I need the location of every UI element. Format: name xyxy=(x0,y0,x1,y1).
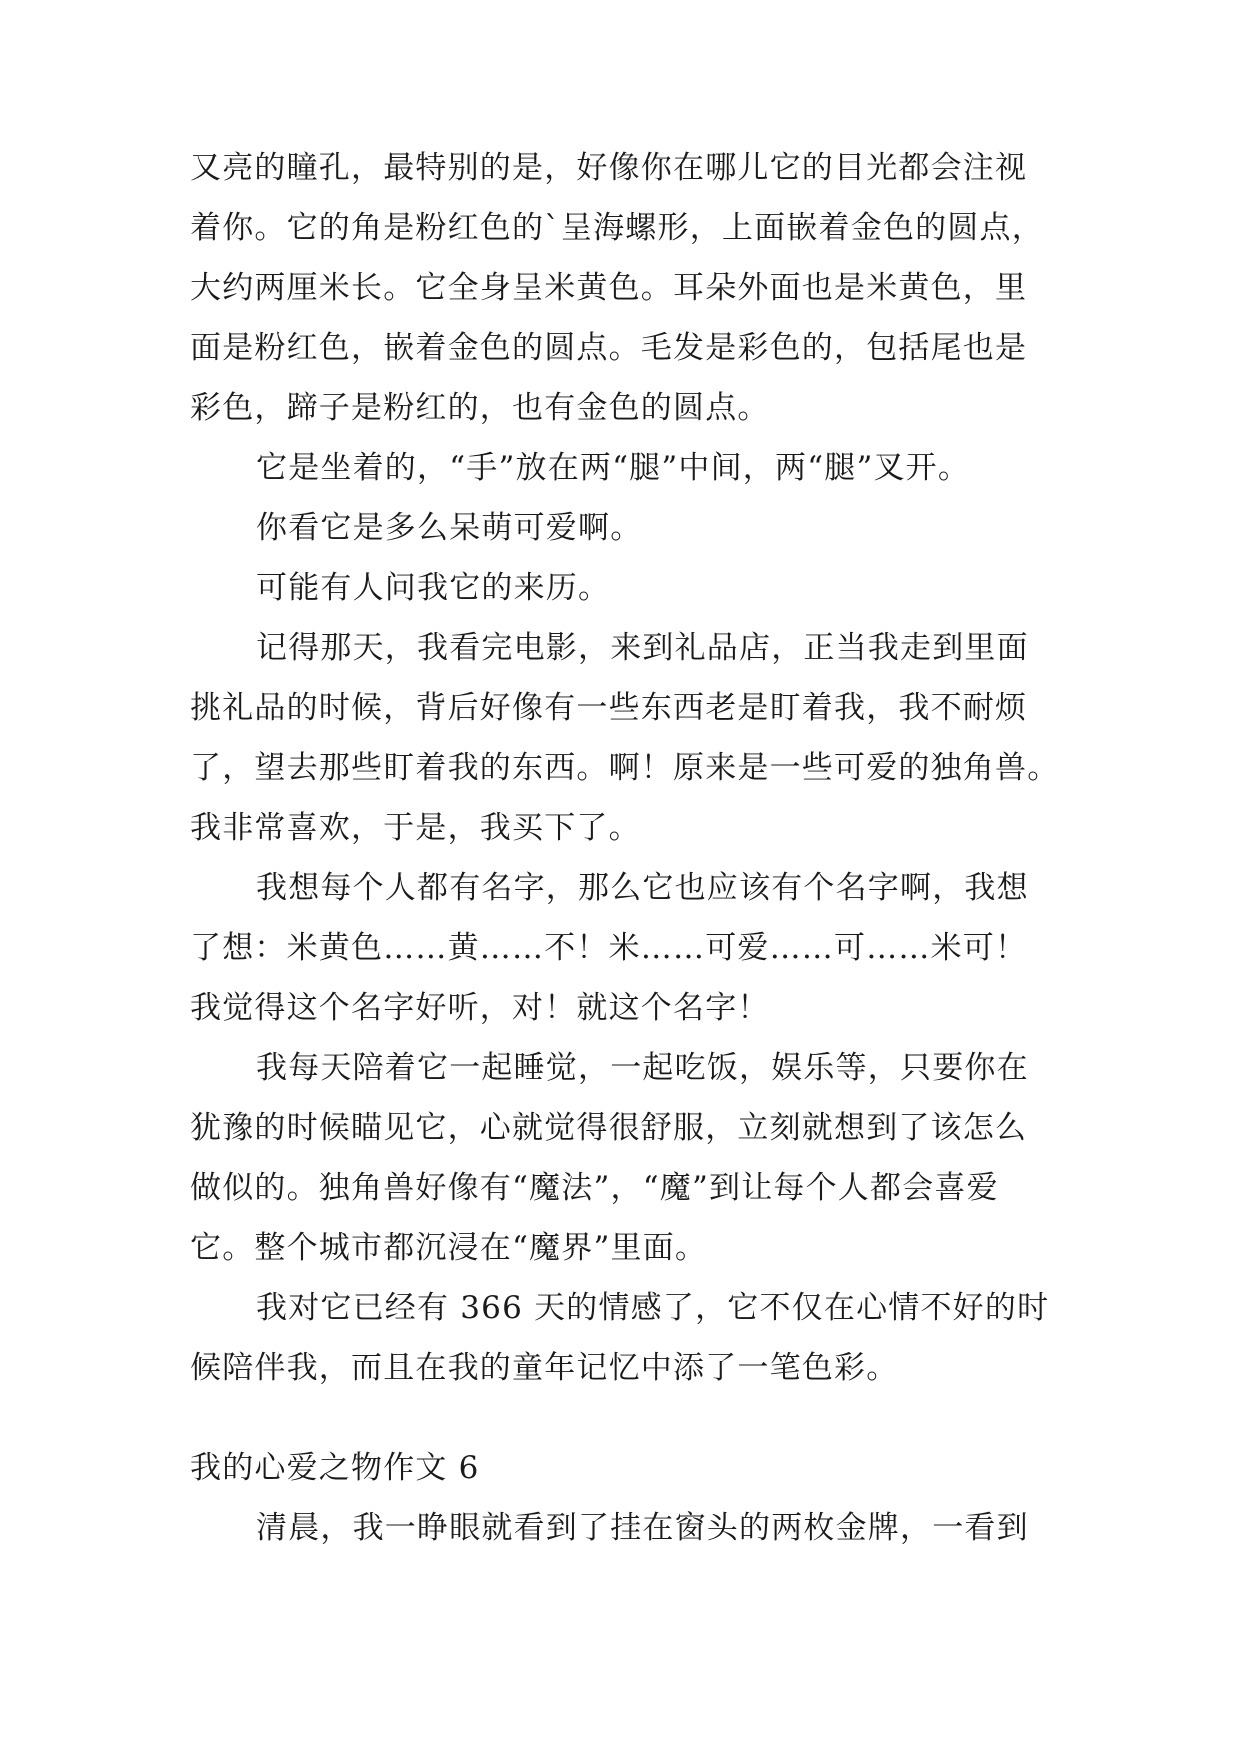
paragraph-start-line: 你看它是多么呆萌可爱啊。 xyxy=(256,510,643,546)
text-line: 了，望去那些盯着我的东西。啊！原来是一些可爱的独角兽。 xyxy=(190,750,1060,786)
paragraph-start-line: 可能有人问我它的来历。 xyxy=(256,570,611,606)
text-line: 挑礼品的时候，背后好像有一些东西老是盯着我，我不耐烦 xyxy=(190,690,1028,726)
text-line: 又亮的瞳孔，最特别的是，好像你在哪儿它的目光都会注视 xyxy=(190,150,1028,186)
text-line: 做似的。独角兽好像有“魔法”，“魔”到让每个人都会喜爱 xyxy=(190,1170,999,1206)
paragraph-start-line: 清晨，我一睁眼就看到了挂在窗头的两枚金牌，一看到 xyxy=(256,1510,1029,1546)
text-line: 着你。它的角是粉红色的`呈海螺形，上面嵌着金色的圆点， xyxy=(190,210,1044,246)
text-line: 我非常喜欢，于是，我买下了。 xyxy=(190,810,641,846)
paragraph-start-line: 我想每个人都有名字，那么它也应该有个名字啊，我想 xyxy=(256,870,1029,906)
paragraph-start-line: 记得那天，我看完电影，来到礼品店，正当我走到里面 xyxy=(256,630,1029,666)
paragraph-start-line: 它是坐着的，“手”放在两“腿”中间，两“腿”叉开。 xyxy=(256,450,971,486)
text-line: 大约两厘米长。它全身呈米黄色。耳朵外面也是米黄色，里 xyxy=(190,270,1028,306)
section-heading: 我的心爱之物作文 6 xyxy=(190,1450,480,1486)
paragraph-start-line: 我对它已经有 366 天的情感了，它不仅在心情不好的时 xyxy=(256,1290,1050,1326)
text-line: 它。整个城市都沉浸在“魔界”里面。 xyxy=(190,1230,708,1266)
text-line: 候陪伴我，而且在我的童年记忆中添了一笔色彩。 xyxy=(190,1350,899,1386)
text-line: 了想：米黄色……黄……不！米……可爱……可……米可！ xyxy=(190,930,1028,966)
text-line: 犹豫的时候瞄见它，心就觉得很舒服，立刻就想到了该怎么 xyxy=(190,1110,1028,1146)
text-line: 彩色，蹄子是粉红的，也有金色的圆点。 xyxy=(190,390,770,426)
text-line: 面是粉红色，嵌着金色的圆点。毛发是彩色的，包括尾也是 xyxy=(190,330,1028,366)
text-line: 我觉得这个名字好听，对！就这个名字！ xyxy=(190,990,770,1026)
paragraph-start-line: 我每天陪着它一起睡觉，一起吃饭，娱乐等，只要你在 xyxy=(256,1050,1029,1086)
